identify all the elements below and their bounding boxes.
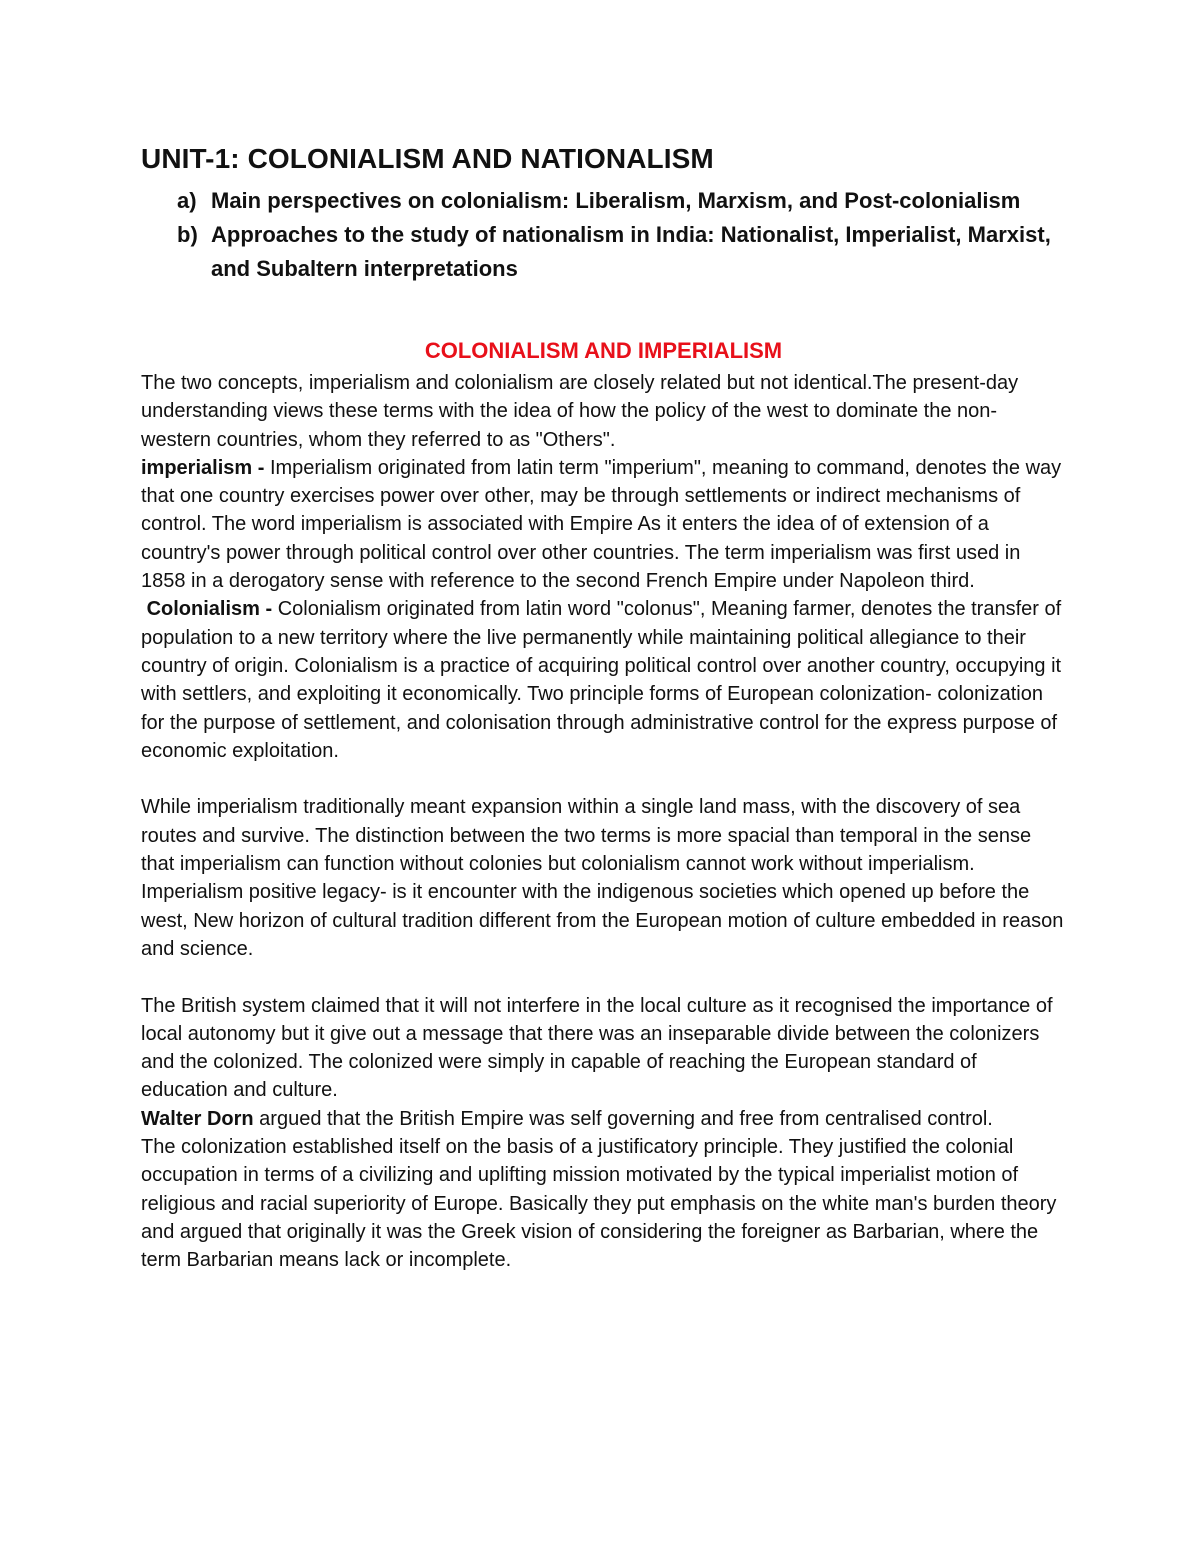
topic-marker: b) [177,222,198,247]
imperialism-definition: Imperialism originated from latin term "imperium", meaning to command, denotes the way that one country exercises power over other, may be through settlements or indirect mechanisms of control. The word imperialism is associated with Empire As it enters the idea of of extension of a country's power through political control over other countries. The term imperialism was first used in 1858 in a derogatory sense with reference to the second French Empire under Napoleon third. [141,456,1062,593]
topic-text: Approaches to the study of nationalism in India: Nationalist, Imperialist, Marxist, and Subaltern interpretations [211,222,1051,281]
topic-item [141,218,1066,286]
topic-text: Main perspectives on colonialism: Liberalism, Marxism, and Post-colonialism [211,188,1021,213]
topic-list [141,184,1066,286]
colonialism-definition: Colonialism originated from latin word "colonus", Meaning farmer, denotes the transfer of population to a new territory where the live permanently while maintaining political allegiance to their country of origin. Colonialism is a practice of acquiring political control over another country, occupying it with settlers, and exploiting it economically. Two principle forms of European colonization- colonization for the purpose of settlement, and colonisation through administrative control for the express purpose of economic exploitation. [141,598,1062,762]
section-heading: COLONIALISM AND IMPERIALISM [424,338,783,363]
dorn-name: Walter Dorn [141,1107,254,1130]
dorn-argument: argued that the British Empire was self governing and free from centralised control. [253,1107,993,1130]
document-page [141,140,1066,1275]
topic-item [141,184,1066,218]
imperialism-term: imperialism - [141,456,270,479]
unit-title: UNIT-1: COLONIALISM AND NATIONALISM [141,143,714,174]
imperialism-paragraph [141,454,1066,595]
expansion-paragraph: While imperialism traditionally meant expansion within a single land mass, with the discovery of sea routes and survive. The distinction between the two terms is more spacial than temporal in the sense that imperialism can function without colonies but colonialism cannot work without imperialism. Imperialism positive legacy- is it encounter with the indigenous societies which opened up before the west, New horizon of cultural tradition different from the European motion of culture embedded in reason and science. [141,796,1064,960]
colonialism-term: Colonialism - [146,598,278,621]
paragraph-spacer [141,963,1066,991]
colonialism-paragraph [141,595,1066,765]
paragraph-spacer [141,765,1066,793]
justification-paragraph: The colonization established itself on the basis of a justificatory principle. They justified the colonial occupation in terms of a civilizing and uplifting mission motivated by the typical imperialist motion of religious and racial superiority of Europe. Basically they put emphasis on the white man's burden theory and argued that originally it was the Greek vision of considering the foreigner as Barbarian, where the term Barbarian means lack or incomplete. [141,1136,1057,1272]
dorn-paragraph [141,1105,1066,1133]
intro-paragraph: The two concepts, imperialism and colonialism are closely related but not identical.The present-day understanding views these terms with the idea of how the policy of the west to dominate the non-western countries, whom they referred to as "Others". [141,372,1019,451]
topic-marker: a) [177,188,197,213]
british-system-paragraph: The British system claimed that it will not interfere in the local culture as it recognised the importance of local autonomy but it give out a message that there was an inseparable divide between the colonizers and the colonized. The colonized were simply in capable of reaching the European standard of education and culture. [141,994,1053,1102]
